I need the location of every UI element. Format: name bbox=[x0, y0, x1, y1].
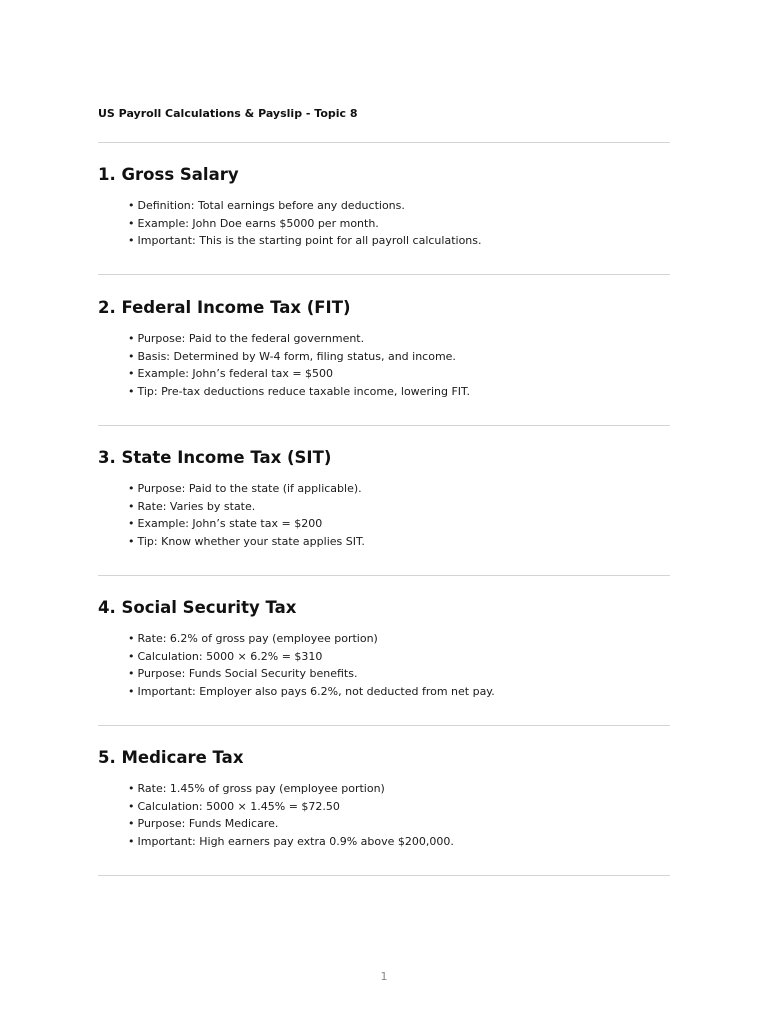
bullet-icon: • bbox=[128, 834, 135, 848]
section-medicare-tax bbox=[98, 746, 670, 848]
section-heading: 1. Gross Salary bbox=[98, 165, 239, 184]
section-federal-income-tax bbox=[98, 296, 670, 398]
bullet-icon: • bbox=[128, 216, 135, 230]
list-item: • Purpose: Funds Medicare. bbox=[128, 817, 279, 830]
bullet-icon: • bbox=[128, 199, 135, 212]
bullet-icon: • bbox=[128, 782, 135, 795]
document-title: US Payroll Calculations & Payslip - Topic 8 bbox=[98, 107, 358, 120]
divider bbox=[98, 575, 670, 576]
list-item: • Calculation: 5000 × 6.2% = $310 bbox=[128, 649, 323, 663]
bullet-icon: • bbox=[128, 817, 135, 830]
list-item: • Example: John Doe earns $5000 per month. bbox=[128, 216, 379, 230]
bullet-icon: • bbox=[128, 349, 135, 363]
bullet-icon: • bbox=[128, 499, 135, 513]
bullet-list bbox=[98, 480, 365, 550]
list-item: • Calculation: 5000 × 1.45% = $72.50 bbox=[128, 799, 340, 813]
bullet-list bbox=[98, 630, 495, 700]
bullet-icon: • bbox=[128, 482, 135, 495]
section-social-security-tax bbox=[98, 596, 670, 698]
list-item: • Purpose: Paid to the state (if applicable). bbox=[128, 482, 362, 495]
divider bbox=[98, 725, 670, 726]
bullet-list bbox=[98, 197, 482, 250]
list-item: • Tip: Pre-tax deductions reduce taxable income, lowering FIT. bbox=[128, 384, 470, 398]
list-item: • Rate: 1.45% of gross pay (employee portion) bbox=[128, 782, 385, 795]
divider bbox=[98, 875, 670, 876]
list-item: • Rate: 6.2% of gross pay (employee portion) bbox=[128, 632, 378, 645]
list-item: • Example: John’s state tax = $200 bbox=[128, 517, 323, 530]
divider bbox=[98, 274, 670, 275]
bullet-icon: • bbox=[128, 367, 135, 380]
bullet-icon: • bbox=[128, 234, 135, 247]
divider bbox=[98, 142, 670, 143]
section-state-income-tax bbox=[98, 446, 670, 548]
bullet-icon: • bbox=[128, 632, 135, 645]
page-number: 1 bbox=[380, 970, 388, 983]
section-heading: 3. State Income Tax (SIT) bbox=[98, 448, 332, 467]
bullet-icon: • bbox=[128, 684, 135, 698]
section-heading: 5. Medicare Tax bbox=[98, 748, 244, 767]
list-item: • Purpose: Funds Social Security benefits. bbox=[128, 667, 358, 680]
bullet-icon: • bbox=[128, 667, 135, 680]
divider bbox=[98, 425, 670, 426]
bullet-icon: • bbox=[128, 534, 135, 548]
bullet-icon: • bbox=[128, 799, 135, 813]
list-item: • Purpose: Paid to the federal government. bbox=[128, 332, 365, 345]
list-item: • Important: This is the starting point for all payroll calculations. bbox=[128, 234, 482, 247]
list-item: • Basis: Determined by W-4 form, filing status, and income. bbox=[128, 349, 456, 363]
bullet-icon: • bbox=[128, 517, 135, 530]
section-heading: 2. Federal Income Tax (FIT) bbox=[98, 298, 351, 317]
bullet-icon: • bbox=[128, 384, 135, 398]
list-item: • Example: John’s federal tax = $500 bbox=[128, 367, 334, 380]
bullet-icon: • bbox=[128, 332, 135, 345]
bullet-list bbox=[98, 330, 470, 400]
list-item: • Definition: Total earnings before any deductions. bbox=[128, 199, 405, 212]
list-item: • Important: Employer also pays 6.2%, not deducted from net pay. bbox=[128, 684, 495, 698]
section-gross-salary bbox=[98, 163, 670, 247]
section-heading: 4. Social Security Tax bbox=[98, 598, 297, 617]
list-item: • Important: High earners pay extra 0.9% above $200,000. bbox=[128, 834, 454, 848]
list-item: • Rate: Varies by state. bbox=[128, 499, 256, 513]
list-item: • Tip: Know whether your state applies SIT. bbox=[128, 534, 365, 548]
bullet-icon: • bbox=[128, 649, 135, 663]
bullet-list bbox=[98, 780, 454, 850]
